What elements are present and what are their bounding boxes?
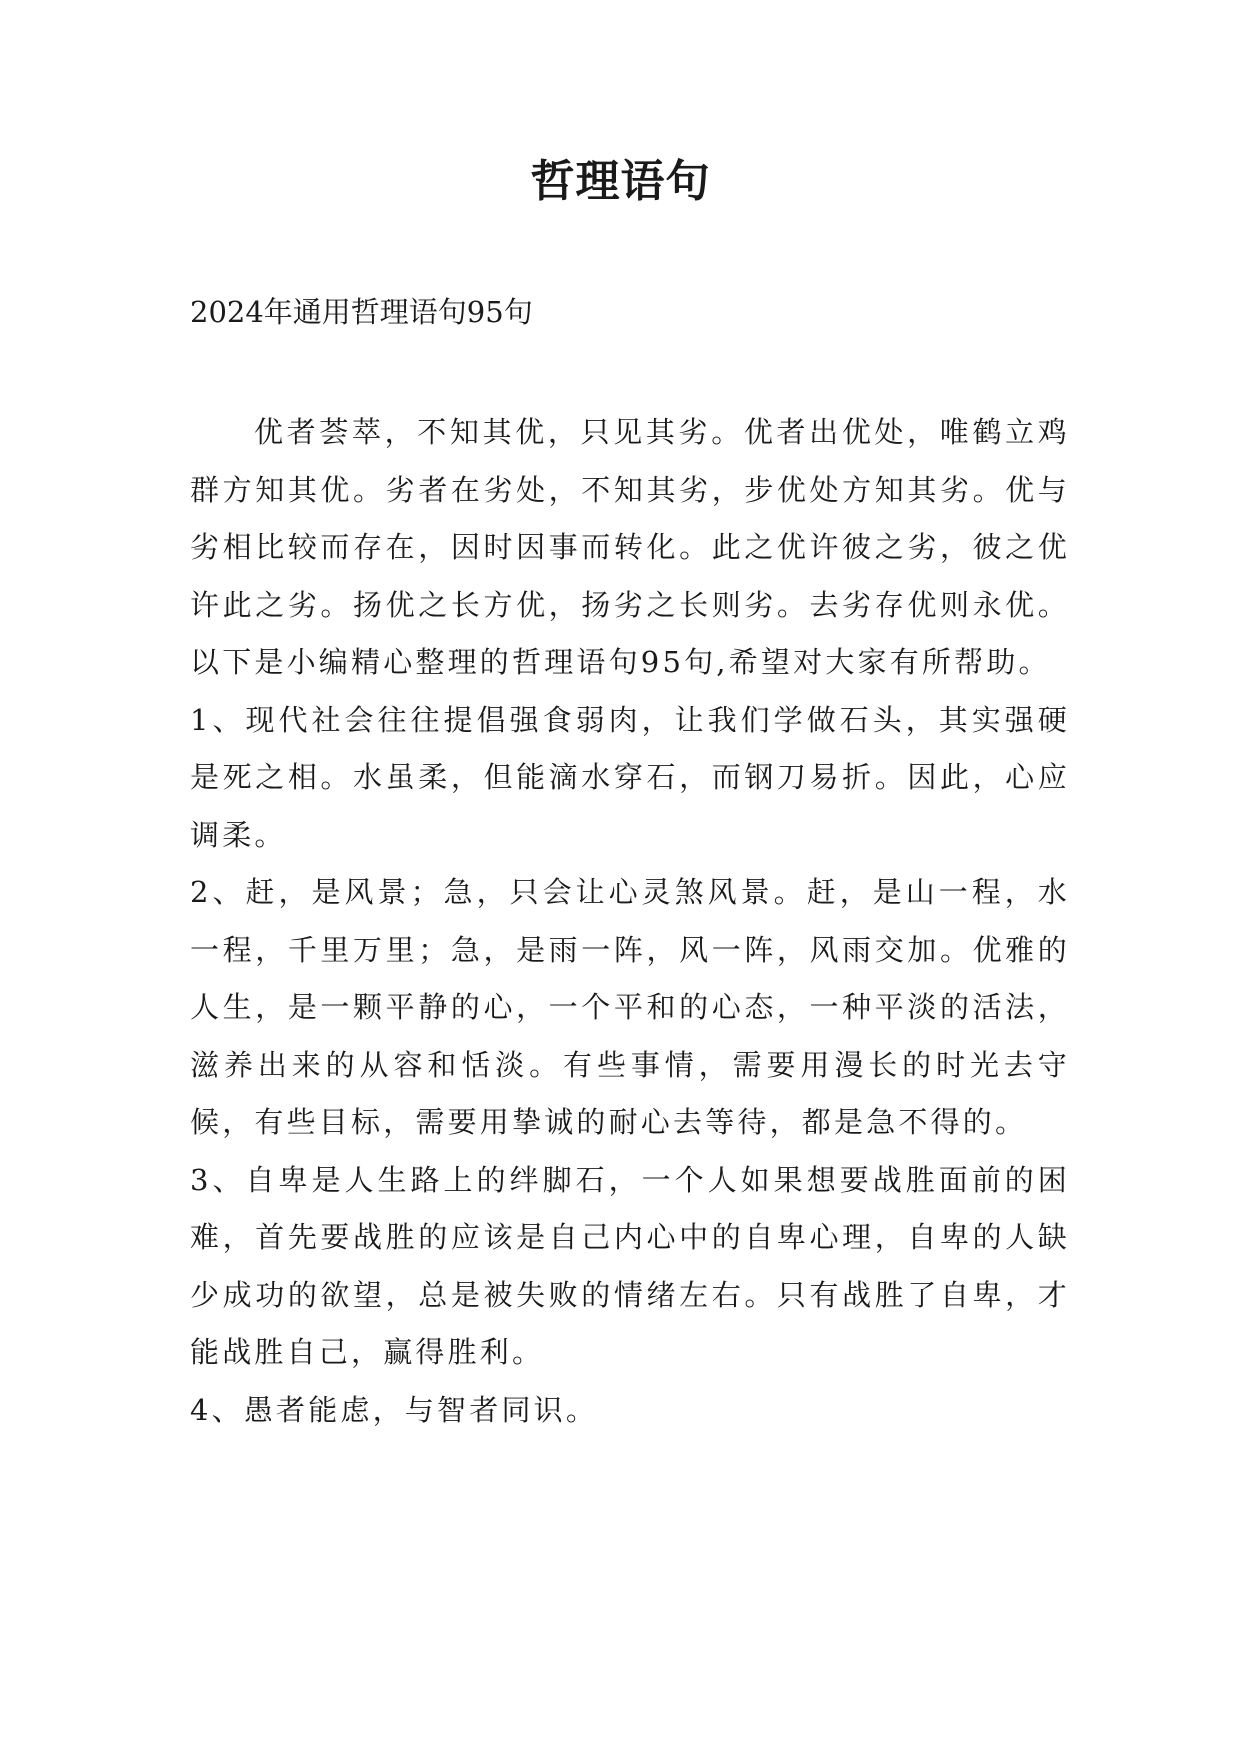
intro-paragraph: 优者荟萃，不知其优，只见其劣。优者出优处，唯鹤立鸡群方知其优。劣者在劣处，不知其劣，步优处方知其劣。优与劣相比较而存在，因时因事而转化。此之优许彼之劣，彼之优许此之劣。扬优之长方优，扬劣之长则劣。去劣存优则永优。以下是小编精心整理的哲理语句95句,希望对大家有所帮助。 [190, 415, 1070, 679]
list-item: 1、现代社会往往提倡强食弱肉，让我们学做石头，其实强硬是死之相。水虽柔，但能滴水穿石，而钢刀易折。因此，心应调柔。 [190, 702, 1070, 852]
document-subtitle: 2024年通用哲理语句95句 [190, 295, 533, 329]
document-body [190, 404, 1070, 1439]
list-item: 4、愚者能虑，与智者同识。 [190, 1392, 599, 1427]
list-item: 3、自卑是人生路上的绊脚石，一个人如果想要战胜面前的困难，首先要战胜的应该是自己内心中的自卑心理，自卑的人缺少成功的欲望，总是被失败的情绪左右。只有战胜了自卑，才能战胜自己，赢得胜利。 [190, 1162, 1070, 1369]
list-item: 2、赶，是风景；急，只会让心灵煞风景。赶，是山一程，水一程，千里万里；急，是雨一阵，风一阵，风雨交加。优雅的人生，是一颗平静的心，一个平和的心态，一种平淡的活法，滋养出来的从容和恬淡。有些事情，需要用漫长的时光去守候，有些目标，需要用挚诚的耐心去等待，都是急不得的。 [190, 875, 1070, 1139]
document-title: 哲理语句 [530, 156, 711, 207]
